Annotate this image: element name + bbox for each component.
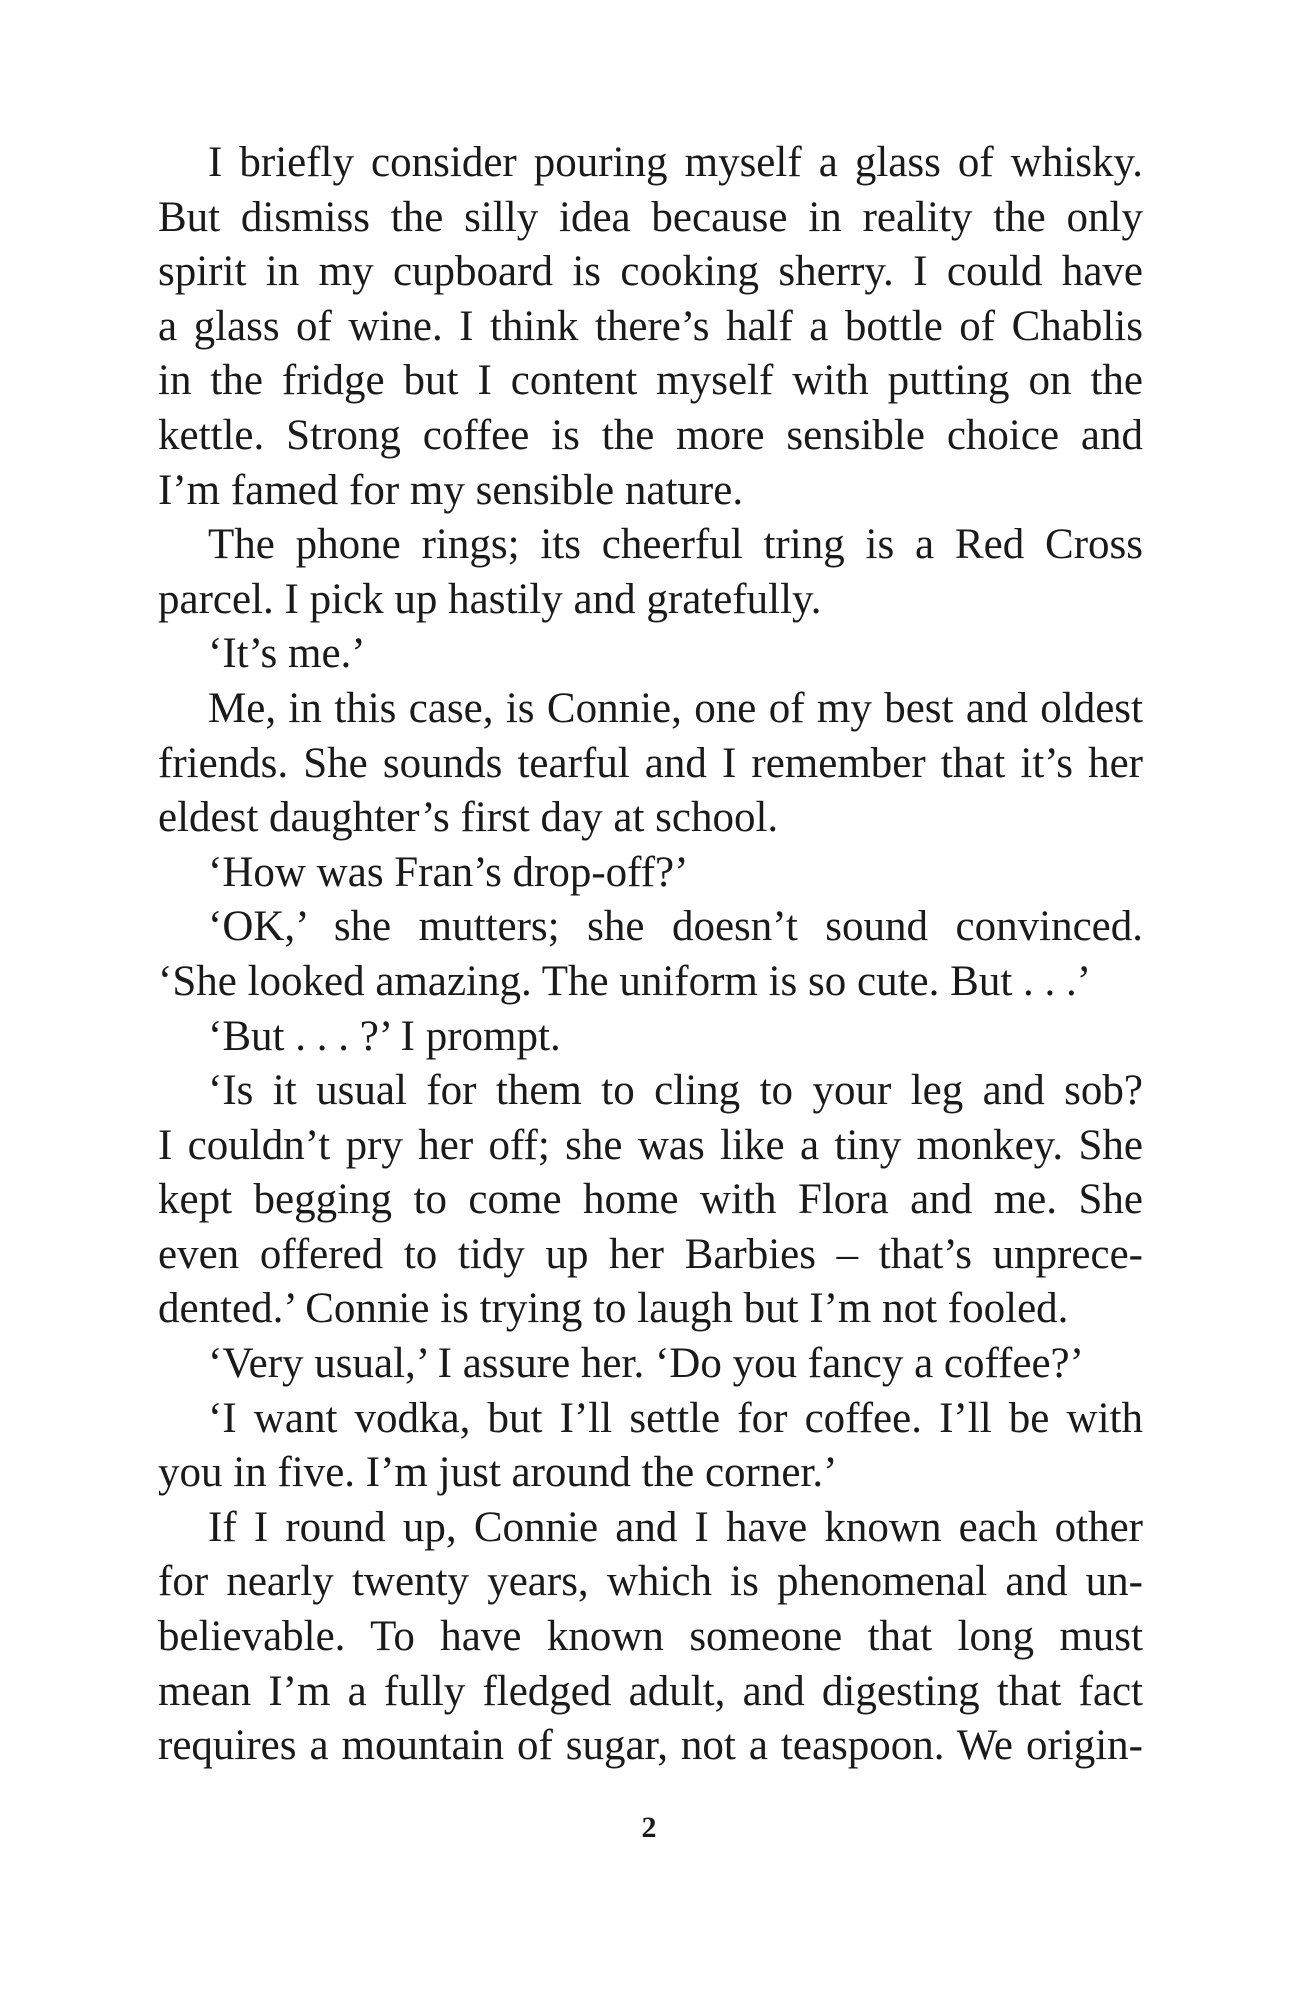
text-line: If I round up, Connie and I have known each other: [208, 1503, 1143, 1551]
text-line: friends. She sounds tearful and I remember that it’s her: [158, 739, 1143, 787]
text-line: The phone rings; its cheerful tring is a Red Cross: [208, 521, 1143, 569]
text-line: Me, in this case, is Connie, one of my best and oldest: [208, 684, 1143, 732]
text-line: requires a mountain of sugar, not a teaspoon. We origin-: [158, 1722, 1143, 1770]
text-line: ‘It’s me.’: [208, 630, 366, 678]
body-text: [158, 136, 1143, 1774]
text-line: even offered to tidy up her Barbies – that’s unprece-: [158, 1230, 1143, 1278]
text-line: spirit in my cupboard is cooking sherry. I could have: [158, 248, 1143, 296]
text-line: kettle. Strong coffee is the more sensible choice and: [158, 411, 1143, 459]
text-line: believable. To have known someone that long must: [158, 1613, 1143, 1661]
text-line: dented.’ Connie is trying to laugh but I’m not fooled.: [158, 1285, 1069, 1333]
text-line: for nearly twenty years, which is phenomenal and un-: [158, 1558, 1143, 1606]
text-line: kept begging to come home with Flora and me. She: [158, 1176, 1143, 1224]
text-line: mean I’m a fully fledged adult, and digesting that fact: [158, 1667, 1143, 1715]
text-line: ‘I want vodka, but I’ll settle for coffee. I’ll be with: [208, 1394, 1143, 1442]
text-line: parcel. I pick up hastily and gratefully.: [158, 575, 822, 623]
text-line: you in five. I’m just around the corner.’: [158, 1449, 838, 1497]
text-line: I couldn’t pry her off; she was like a tiny monkey. She: [158, 1121, 1143, 1169]
text-line: ‘She looked amazing. The uniform is so cute. But . . .’: [158, 957, 1092, 1005]
text-line: a glass of wine. I think there’s half a bottle of Chablis: [158, 302, 1143, 350]
text-line: ‘Is it usual for them to cling to your leg and sob?: [208, 1067, 1143, 1115]
text-line: I’m famed for my sensible nature.: [158, 466, 744, 514]
text-line: ‘How was Fran’s drop-off?’: [208, 848, 689, 896]
text-line: But dismiss the silly idea because in reality the only: [158, 193, 1143, 241]
text-line: I briefly consider pouring myself a glass of whisky.: [208, 139, 1143, 186]
text-line: in the fridge but I content myself with putting on the: [158, 357, 1143, 405]
text-line: ‘Very usual,’ I assure her. ‘Do you fancy a coffee?’: [208, 1340, 1084, 1388]
text-line: ‘But . . . ?’ I prompt.: [208, 1012, 561, 1060]
text-line: eldest daughter’s first day at school.: [158, 794, 779, 842]
page-number: 2: [641, 1811, 657, 1844]
text-line: ‘OK,’ she mutters; she doesn’t sound convinced.: [208, 903, 1143, 951]
